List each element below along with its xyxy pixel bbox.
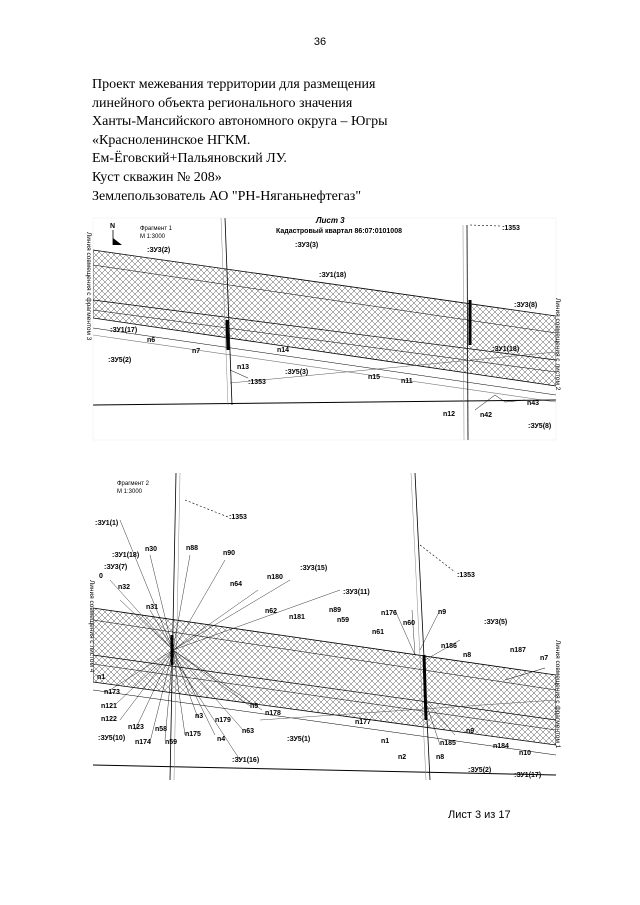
point-label: :ЗУ5(2) [108,357,132,364]
cadastral-quarter: Кадастровый квартал 86:07:0101008 [276,228,402,235]
point-label: n64 [230,581,243,588]
point-label: n61 [372,629,385,636]
point-label: n176 [381,610,397,617]
point-label: n177 [355,719,371,726]
point-label: n7 [540,655,549,662]
point-label: :1353 [502,225,520,232]
point-label: n175 [185,731,201,738]
point-label: :1353 [457,572,475,579]
point-label: :ЗУ1(17) [110,327,138,334]
point-label: :ЗУ3(5) [484,619,508,626]
point-label: n14 [277,347,290,354]
point-label: :ЗУ3(11) [343,589,370,596]
point-label: n60 [403,620,416,627]
point-label: n178 [265,710,281,717]
sheet-footer: Лист 3 из 17 [448,809,511,821]
point-label: n90 [223,550,236,557]
point-label: n179 [215,717,231,724]
fragment-label: Фрагмент 2 [117,481,149,487]
point-label: :ЗУ3(3) [295,242,319,249]
point-label: n184 [493,743,509,750]
right-alignment-note: Линия совмещения с листом 2 [554,298,561,391]
point-label: n62 [265,608,278,615]
scale-label: М 1:3000 [117,489,143,495]
north-arrow-icon [113,230,122,245]
point-label: :ЗУ1(17) [514,772,542,779]
point-label: n185 [440,740,456,747]
point-label: n11 [401,378,413,385]
point-label: n173 [104,689,120,696]
point-label: n12 [443,411,456,418]
point-label: n121 [101,703,117,710]
point-label: :ЗУ5(1) [287,736,311,743]
point-label: :ЗУ1(16) [232,757,260,764]
title-line: Ханты-Мансийского автономного округа – Югры [92,114,388,130]
title-line: Куст скважин № 208» [92,169,222,185]
point-label: n13 [237,364,250,371]
corridor-band [93,608,556,745]
point-label: n5 [250,703,259,710]
point-label: n59 [165,739,178,746]
point-label: 0 [99,573,103,580]
point-label: n31 [146,604,159,611]
point-label: :1353 [229,514,247,521]
title-line: Землепользователь АО "РН-Няганьнефтегаз" [92,188,362,204]
point-label: :ЗУ3(2) [147,247,171,254]
point-label: :ЗУ1(18) [319,272,347,279]
point-label: n89 [329,607,342,614]
point-label: n186 [441,643,457,650]
point-label: n180 [267,574,283,581]
right-alignment-note: Линия совмещения с фрагментом 1 [554,640,561,749]
point-label: n42 [480,412,493,419]
point-label: n122 [101,716,117,723]
point-label: :ЗУ1(18) [112,552,140,559]
point-label: n6 [147,337,156,344]
point-label: :ЗУ1(1) [95,520,119,527]
point-label: :1353 [248,379,266,386]
map-fragment-2 [93,473,556,780]
fragment-label: Фрагмент 1 [140,226,172,232]
point-label: n7 [192,348,201,355]
title-line: «Красноленинское НГКМ. [92,132,251,148]
point-label: n4 [217,736,226,743]
point-label: n15 [368,374,381,381]
point-label: n59 [337,617,350,624]
point-label: n8 [463,652,472,659]
point-label: n181 [289,614,305,621]
point-label: n174 [135,739,151,746]
point-label: n8 [436,754,445,761]
point-label: n2 [398,754,407,761]
corridor-band [93,250,556,386]
point-label: n63 [242,728,255,735]
point-label: n9 [438,609,447,616]
point-label: :ЗУ3(15) [300,565,328,572]
point-label: n3 [195,713,204,720]
title-line: Проект межевания территории для размещения [92,77,376,92]
page-number: 36 [313,36,327,48]
left-alignment-note: Линия совмещения с листом 4 [88,580,95,673]
point-label: :ЗУ3(7) [104,564,128,571]
point-label: n9 [466,728,475,735]
point-label: :ЗУ5(8) [528,423,552,430]
north-label: N [110,223,116,230]
point-label: n123 [128,724,144,731]
point-label: n58 [155,726,168,733]
point-label: n32 [118,584,131,591]
sheet-label: Лист 3 [316,216,345,225]
point-label: n1 [97,674,106,681]
left-alignment-note: Линия совмещения с фрагментом 3 [85,232,92,341]
scale-label: М 1:3000 [140,234,166,240]
point-label: :ЗУ3(8) [514,302,538,309]
point-label: n1 [381,738,390,745]
point-label: n187 [510,647,526,654]
point-label: n10 [519,750,532,757]
title-line: линейного объекта регионального значения [92,95,353,111]
point-label: :ЗУ5(2) [468,767,492,774]
title-line: Ем-Ёговский+Пальяновский ЛУ. [92,151,287,167]
point-label: :ЗУ1(18) [492,346,520,353]
point-label: :ЗУ5(3) [285,369,309,376]
point-label: n88 [186,545,199,552]
point-label: n30 [145,546,158,553]
point-label: :ЗУ5(10) [98,735,126,742]
point-label: n43 [527,400,540,407]
